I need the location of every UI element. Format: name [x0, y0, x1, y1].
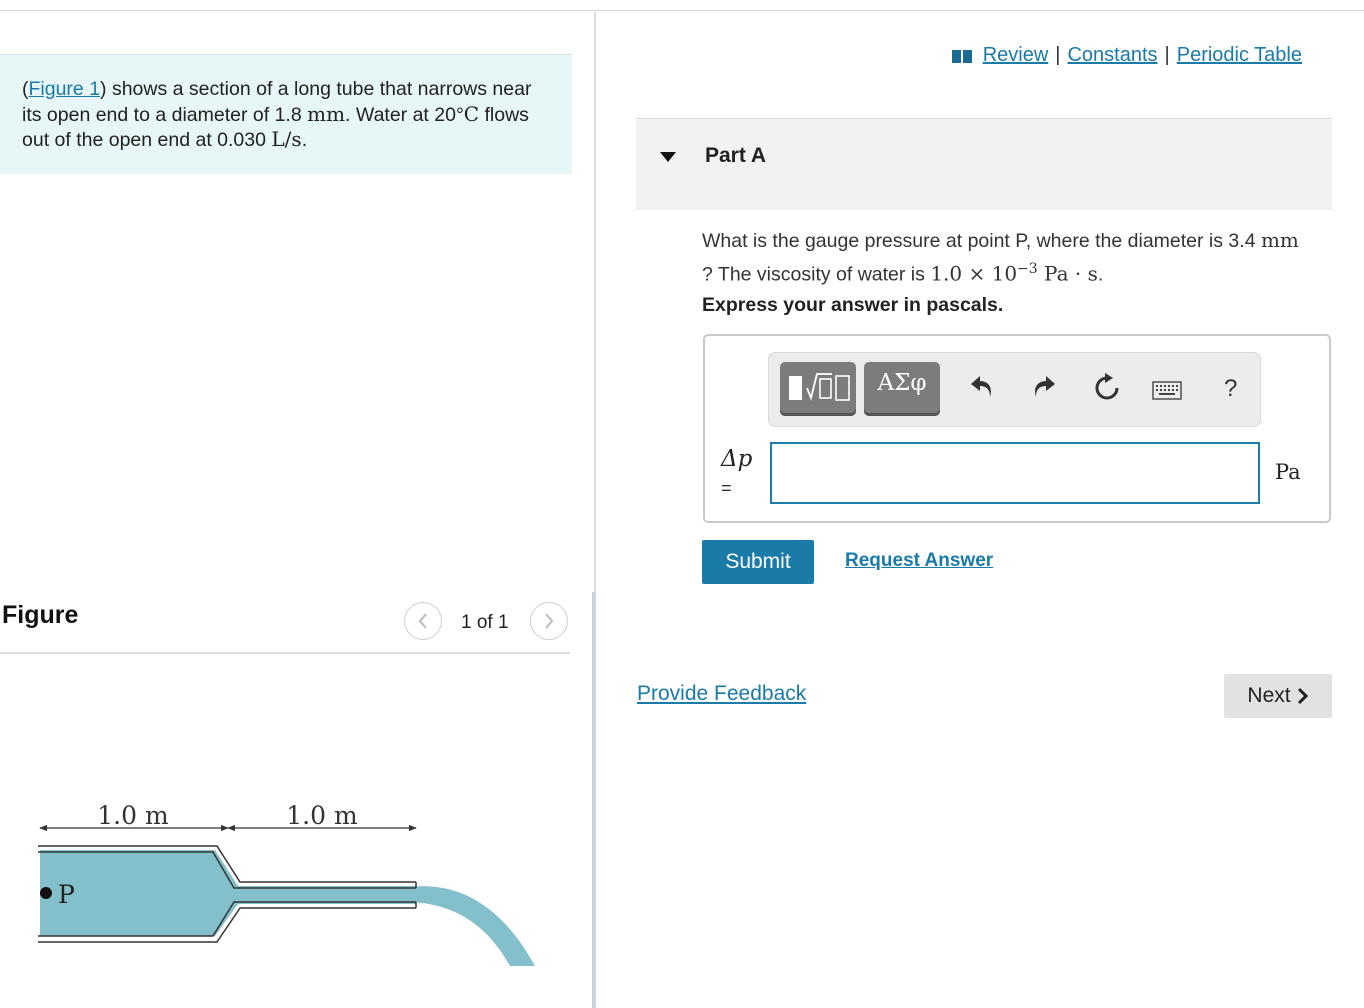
answer-equals: =: [721, 478, 732, 498]
answer-variable: Δp: [721, 446, 753, 472]
review-link[interactable]: Review: [982, 44, 1049, 66]
submit-button[interactable]: Submit: [702, 540, 814, 584]
redo-icon[interactable]: [1031, 373, 1057, 399]
provide-feedback-link[interactable]: Provide Feedback: [637, 682, 807, 705]
periodic-table-link[interactable]: Periodic Table: [1176, 44, 1302, 66]
figure-rule: [0, 652, 570, 654]
next-figure-button[interactable]: [530, 602, 568, 640]
viscosity-mantissa: 1.0 × 10: [930, 261, 1018, 286]
tube-figure: [0, 780, 572, 1008]
problem-text-1: ) shows a section of a long tube that narrows near its open end to a diameter of 1.8: [22, 78, 532, 126]
question-text-2: ? The viscosity of water is: [702, 263, 931, 286]
separator: |: [1164, 44, 1170, 66]
greek-symbols-icon: ΑΣφ: [877, 370, 927, 396]
temperature-unit: C: [463, 101, 480, 126]
viscosity-exponent: −3: [1017, 261, 1038, 277]
figure-title: Figure: [2, 601, 79, 629]
undo-icon[interactable]: [969, 373, 995, 399]
next-button[interactable]: [1224, 674, 1332, 718]
constants-link[interactable]: Constants: [1067, 44, 1158, 66]
length-label-2: 1.0 m: [286, 801, 358, 830]
answer-instruction: Express your answer in pascals.: [702, 294, 1004, 316]
question-text-3: .: [1097, 263, 1104, 286]
question-text: [702, 226, 1312, 289]
point-p-marker: [40, 887, 52, 899]
resource-links: [951, 44, 1302, 67]
figure-link[interactable]: Figure 1: [28, 78, 101, 100]
math-toolbar: [768, 352, 1261, 427]
collapse-caret-icon[interactable]: [659, 151, 677, 163]
diameter-unit: mm: [307, 101, 346, 126]
answer-unit: Pa: [1275, 460, 1301, 484]
separator: |: [1055, 44, 1061, 66]
book-icon: [951, 48, 973, 64]
point-p-label: P: [58, 880, 75, 909]
greek-symbols-button[interactable]: [864, 362, 940, 416]
reset-icon[interactable]: [1093, 373, 1121, 401]
flow-unit: L/s: [271, 127, 302, 151]
problem-statement: (Figure 1) shows a section of a long tube that narrows near its open end to a diameter of 1.8 mm. Water at 20°C flows out of the open end at 0.030 L/s.: [0, 54, 572, 174]
templates-icon: [780, 362, 856, 416]
problem-text-4: .: [301, 129, 308, 151]
problem-text-2: . Water at: [345, 103, 435, 126]
figure-scrollbar[interactable]: [592, 592, 595, 1008]
viscosity-unit: Pa · s: [1037, 261, 1098, 286]
request-answer-link[interactable]: Request Answer: [845, 550, 994, 571]
figure-pager: 1 of 1: [461, 612, 509, 633]
keyboard-icon[interactable]: [1152, 381, 1182, 401]
part-a-header[interactable]: [636, 118, 1332, 210]
chevron-right-icon: [543, 612, 555, 630]
answer-input[interactable]: [770, 442, 1260, 504]
chevron-left-icon: [417, 612, 429, 630]
question-diameter-unit: mm: [1260, 228, 1299, 252]
chevron-right-icon: [1297, 687, 1309, 705]
problem-text-3: flows out of the open end at 0.030: [22, 103, 529, 151]
length-label-1: 1.0 m: [97, 801, 169, 830]
next-label: Next: [1247, 684, 1291, 707]
previous-figure-button[interactable]: [404, 602, 442, 640]
question-text-1: What is the gauge pressure at point P, where the diameter is 3.4: [702, 230, 1261, 252]
help-icon[interactable]: ?: [1224, 375, 1238, 402]
top-rule: [0, 10, 1364, 11]
water-stream: [410, 886, 535, 966]
templates-button[interactable]: [780, 362, 856, 416]
part-label: Part A: [705, 144, 767, 167]
temperature-value: 20°: [434, 103, 464, 126]
